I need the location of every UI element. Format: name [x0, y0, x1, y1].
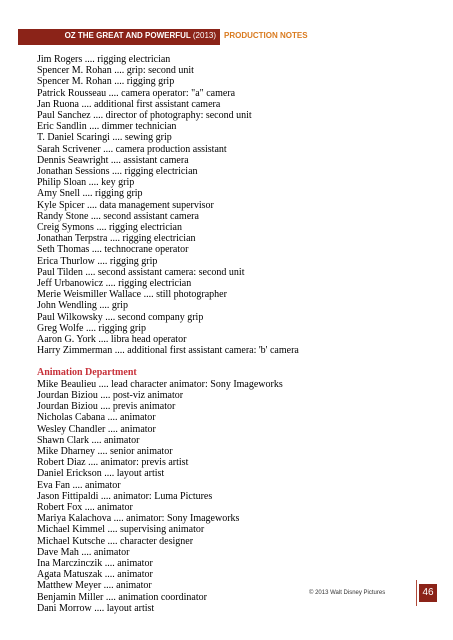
- animation-credit-line: Daniel Erickson .... layout artist: [37, 468, 165, 480]
- animation-credit-line: Jourdan Biziou .... previs animator: [37, 401, 176, 413]
- animation-credit-line: Michael Kimmel .... supervising animator: [37, 524, 205, 536]
- animation-credit-line: Shawn Clark .... animator: [37, 434, 140, 446]
- animation-credit-line: Agata Matuszak .... animator: [37, 569, 153, 581]
- credit-line: Philip Sloan .... key grip: [37, 177, 135, 189]
- animation-credit-line: Benjamin Miller .... animation coordinator: [37, 591, 207, 603]
- credit-line: Spencer M. Rohan .... grip: second unit: [37, 65, 194, 77]
- credit-line: Kyle Spicer .... data management supervisor: [37, 199, 214, 211]
- animation-credit-line: Michael Kutsche .... character designer: [37, 535, 194, 547]
- animation-credit-line: Ina Marczinczik .... animator: [37, 557, 153, 569]
- animation-credit-line: Mariya Kalachova .... animator: Sony Imageworks: [37, 513, 240, 525]
- animation-department-heading: Animation Department: [37, 367, 137, 379]
- credit-line: Merie Weismiller Wallace .... still photographer: [37, 289, 227, 301]
- credit-line: Spencer M. Rohan .... rigging grip: [37, 76, 175, 88]
- credit-line: Seth Thomas .... technocrane operator: [37, 244, 189, 256]
- credit-line: Aaron G. York .... libra head operator: [37, 334, 187, 346]
- section-label: PRODUCTION NOTES: [224, 31, 308, 40]
- animation-credit-line: Mike Beaulieu .... lead character animator: Sony Imageworks: [37, 378, 283, 390]
- credit-line: Creig Symons .... rigging electrician: [37, 222, 182, 234]
- credit-line: Erica Thurlow .... rigging grip: [37, 255, 158, 267]
- credit-line: Eric Sandlin .... dimmer technician: [37, 121, 177, 133]
- animation-credit-line: Robert Diaz .... animator: previs artist: [37, 457, 189, 469]
- credit-line: Paul Wilkowsky .... second company grip: [37, 311, 204, 323]
- credit-line: Paul Sanchez .... director of photography: second unit: [37, 110, 252, 122]
- credit-line: Harry Zimmerman .... additional first assistant camera: 'b' camera: [37, 345, 299, 357]
- credit-line: Jeff Urbanowicz .... rigging electrician: [37, 278, 192, 290]
- credit-line: Jan Ruona .... additional first assistant camera: [37, 98, 221, 110]
- animation-list: [37, 379, 437, 614]
- animation-credit-line: Robert Fox .... animator: [37, 501, 133, 513]
- credit-line: Sarah Scrivener .... camera production assistant: [37, 143, 227, 155]
- copyright-notice: © 2013 Walt Disney Pictures: [309, 590, 386, 596]
- page-number: 46: [419, 584, 437, 602]
- credit-line: Patrick Rousseau .... camera operator: "a" camera: [37, 87, 236, 99]
- animation-credit-line: Matthew Meyer .... animator: [37, 580, 152, 592]
- animation-credit-line: Nicholas Cabana .... animator: [37, 412, 156, 424]
- credit-line: Jonathan Terpstra .... rigging electrician: [37, 233, 196, 245]
- credit-line: T. Daniel Scaringi .... sewing grip: [37, 132, 172, 144]
- document-title: [18, 31, 220, 40]
- credit-line: Jonathan Sessions .... rigging electrician: [37, 166, 198, 178]
- credit-line: Greg Wolfe .... rigging grip: [37, 322, 146, 334]
- animation-credit-line: Jourdan Biziou .... post-viz animator: [37, 389, 184, 401]
- credit-line: Randy Stone .... second assistant camera: [37, 210, 199, 222]
- credit-line: Amy Snell .... rigging grip: [37, 188, 143, 200]
- animation-credit-line: Mike Dharney .... senior animator: [37, 445, 173, 457]
- footer-divider: [416, 580, 417, 606]
- credit-line: Dennis Seawright .... assistant camera: [37, 154, 189, 166]
- animation-credit-line: Wesley Chandler .... animator: [37, 423, 156, 435]
- document-title-text: OZ THE GREAT AND POWERFUL: [64, 31, 191, 40]
- credit-line: John Wendling .... grip: [37, 300, 128, 312]
- credit-line: Paul Tilden .... second assistant camera: second unit: [37, 266, 245, 278]
- credit-line: Jim Rogers .... rigging electrician: [37, 54, 171, 65]
- animation-credit-line: Eva Fan .... animator: [37, 479, 121, 491]
- animation-credit-line: Dave Mah .... animator: [37, 546, 130, 558]
- animation-credit-line: Jason Fittipaldi .... animator: Luma Pictures: [37, 490, 213, 502]
- document-year: (2013): [192, 31, 216, 40]
- credits-content: [37, 54, 437, 614]
- crew-list: [37, 54, 437, 356]
- page-header: [0, 29, 453, 45]
- animation-credit-line: Dani Morrow .... layout artist: [37, 602, 155, 614]
